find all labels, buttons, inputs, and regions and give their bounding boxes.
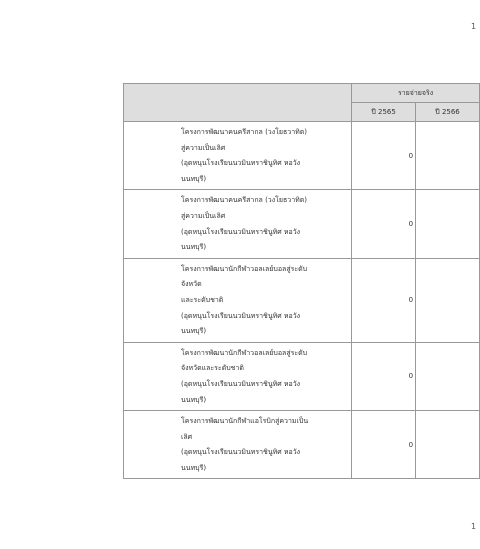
project-name-line: โครงการพัฒนานักกีฬาแอโรบิกสู่ความเป็น: [181, 417, 309, 426]
project-name-line: (อุดหนุนโรงเรียนนวมินทราชินูทิศ หอวัง: [181, 379, 301, 388]
year-2565-header: ปี 2565: [352, 103, 416, 122]
table-row: [124, 122, 480, 190]
expenditure-table: [123, 83, 480, 479]
project-name-line: (อุดหนุนโรงเรียนนวมินทราชินูทิศ หอวัง: [181, 448, 301, 457]
project-name-line: นนทบุรี): [181, 395, 207, 404]
page-number-top: 1: [471, 22, 477, 31]
project-name-line: และระดับชาติ: [181, 295, 224, 304]
project-name-cell: [124, 411, 352, 479]
value-2565-cell: 0: [352, 258, 416, 342]
table-row: [124, 411, 480, 479]
project-name-line: (อุดหนุนโรงเรียนนวมินทราชินูทิศ หอวัง: [181, 159, 301, 168]
value-2566-cell: [416, 411, 480, 479]
project-name-line: (อุดหนุนโรงเรียนนวมินทราชินูทิศ หอวัง: [181, 227, 301, 236]
table-row: [124, 190, 480, 258]
value-2566-cell: [416, 258, 480, 342]
project-name-line: สู่ความเป็นเลิศ: [181, 211, 226, 220]
project-name-line: สู่ความเป็นเลิศ: [181, 143, 226, 152]
project-name-line: จังหวัดและระดับชาติ: [181, 364, 244, 373]
project-name-cell: [124, 258, 352, 342]
project-name-line: นนทบุรี): [181, 174, 207, 183]
value-2566-cell: [416, 190, 480, 258]
value-2565-cell: 0: [352, 190, 416, 258]
project-name-line: เลิศ: [181, 432, 193, 441]
value-2566-cell: [416, 342, 480, 410]
project-name-line: นนทบุรี): [181, 327, 207, 336]
project-name-cell: [124, 122, 352, 190]
project-name-line: (อุดหนุนโรงเรียนนวมินทราชินูทิศ หอวัง: [181, 311, 301, 320]
value-2566-cell: [416, 122, 480, 190]
project-name-line: โครงการพัฒนาคนครีสากล (วงโยธวาทิต): [181, 196, 308, 205]
project-name-cell: [124, 342, 352, 410]
project-header-cell: [124, 84, 352, 122]
year-2566-header: ปี 2566: [416, 103, 480, 122]
project-name-line: จังหวัด: [181, 280, 202, 289]
value-2565-cell: 0: [352, 411, 416, 479]
value-2565-cell: 0: [352, 122, 416, 190]
page-number-bottom: 1: [471, 522, 477, 531]
actual-expenditure-header: รายจ่ายจริง: [352, 84, 480, 103]
project-name-line: นนทบุรี): [181, 463, 207, 472]
table-body: [124, 122, 480, 479]
project-name-line: โครงการพัฒนานักกีฬาวอลเลย์บอลสู่ระดับ: [181, 348, 308, 357]
project-name-line: โครงการพัฒนานักกีฬาวอลเลย์บอลสู่ระดับ: [181, 264, 308, 273]
table-row: [124, 342, 480, 410]
project-name-line: นนทบุรี): [181, 243, 207, 252]
project-name-line: โครงการพัฒนาคนครีสากล (วงโยธวาทิต): [181, 128, 308, 136]
project-name-cell: [124, 190, 352, 258]
table-row: [124, 258, 480, 342]
value-2565-cell: 0: [352, 342, 416, 410]
